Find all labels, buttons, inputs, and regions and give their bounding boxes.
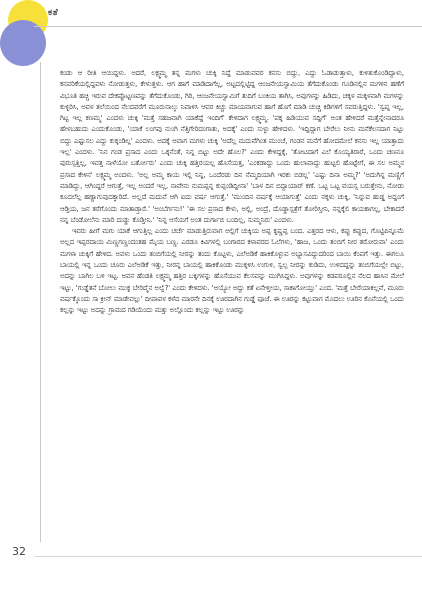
margin-rule (40, 62, 41, 542)
header-band (0, 0, 422, 26)
article-body (60, 68, 404, 534)
header-divider (34, 26, 422, 27)
body-paragraph: ಇವರು ಹೀಗೆ ಮಗು ಯಾಕೆ ಆಗುತ್ತಿಲ್ಲ ಎಂದು ಚರ್ಚೆ ಮಾಡುತ್ತಿರುವಾಗ ಅಲ್ಲಿಗೆ ಚುಕ್ಕಿಯ ಅಪ್ಪ ಕೃಷ್ಣಪ್ಪ ಬಂದ. ಎತ್ತರದ ಆಳು, ಕಪ್ಪು ಕಪ್ಪುದ, ಗೊಟ್ಟಿಪಿನ್ನೂಮೆ ಅಲ್ಲದ ಇಪ್ಪರದಾಯ ಮಿಣ್ಣಗಣ್ಣಂದಂತಹ ಮೈಯ ಬಣ್ಣ. ಎರಡೂ ಕಿವಿಗಳಲ್ಲಿ ಬಂಗಾರದ ಕಳಾವರದ ಓಲೆಗಳು, 'ಹಾಜ, ಒಂದು ತಂಬಿಗೆ ನೀರ ತರೋರುವಾ' ಎಂದು ಮಗಳಾ ಚುಕ್ಕಿಗೆ ಹೇಳಿದ. ಅವಳು ಒಂದು ತಂಬಿಗೆಯಲ್ಲಿ ನೀರನ್ನು ತಂದು ಕೊಟ್ಟಳು, ಎಲೆಅಡಿಕೆ ಹಾಕಿಕೊಳ್ಳುವ ಅಭ್ಯಾಸವಿದ್ದುದರಿಂದ ಬಾಯಿ ಕೆಂಪಗೆ ಇತ್ತು. ಈಗಲೂ ಬಾಯಲ್ಲಿ ಇನ್ನ ಒಂದು ಚೂರು ಎಲೆಅಡಿಕೆ ಇತ್ತು, ನೀರನ್ನ ಬಾಯಲ್ಲಿ ಹಾಕಿಕೊಂಡು ಮುಕ್ಕಳಿಸಿ ಉಗುಳಿ, ಸ್ವಲ್ಪ ನೀರನ್ನು ಕುಡಿದು, ಉಳಿದದ್ದನ್ನು ತಂಬಿಗೆಯಲ್ಲೇ ಬಿಟ್ಟು, ಅದನ್ನು ಬಾಗಿಲ ಬಳಿ ಇಟ್ಟ. ಅವನ ಹೆಂಡತಿ ಲಕ್ಷ್ಮಮ್ಮ ಹತ್ತಿರ ಬಕ್ಕಿಗಳನ್ನು ಹೊಸೆಯುವ ಕೆಲಸವನ್ನು ಮುಗಿಸಿದ್ದಳು. ಅವುಗಳನ್ನು ಕಡಪರೂಲ್ಲಿನ ನೆಲದ ಹಾಸಿನ ಮೇಲೆ ಇಟ್ಟು, 'ಗುಡ್ಡೆತನೆ ಬೋಲು ಮುಕ್ಳ ಬೇರಿದ್ಮೆನ ಅಲ್ವೆ?' ಎಂದು ಕೇಳಿದಳು. 'ಅಯ್ಯೋ ಅದ್ದು ಕತೆ ಏನೇಳ್ತೀಯ, ಸಾಕಾಗೋಯ್ತು' ಎಂದ. 'ಮತ್ತೆ ಬೇರೆಯಾಕಲ್ಲವೆ, ಮೂರು ವರ್ಷಕ್ಕೊಂದು ಸಾ ಕ್ರೀನ್ ಮಾಡೇವಲ್ಲು' ದೀಪಾವಳ ಕಳೆದ ಮಾರನೇ ದಿನಕ್ಕೆ ಊರದಾಗಿನ ಗುಡ್ಡೆ ಪೂಜೆ. ಈ ಊರನ್ನು ಕಟ್ಟುವಾಗ ಮೊದಲು ಊರಿನ ಕೊನೆಯಲ್ಲಿ ಒಂದು ಕಲ್ಲನ್ನು ಇಟ್ಟು ಅದನ್ನು ಗ್ರಾಮದ ಗಡಿಯೆಂದು ಮತ್ತು ಅಲ್ಲೊಂದು ಕಲ್ಲನ್ನು ಇಟ್ಟು ಊರನ್ನು (60, 227, 404, 315)
section-title: ಕತೆ (48, 8, 59, 18)
footer-divider (34, 556, 422, 557)
page-number: 32 (12, 545, 26, 558)
body-paragraph: ಕಂಡು ಆ ರೀತಿ ಆಯಿದ್ದಳು. ಅದರೆ, ಲಕ್ಷ್ಮಮ್ಮ ತನ್ನ ಮಗಳು ಚುಕ್ಕಿ ನಿದ್ದೆ ಮಾಡುವವರ ಕನಸು ಬಿದ್ದು, ಎದ್ದು ಓಡಾಡುತ್ತಾಳು, ಕುಳಿತುಕೊಂಡಿದ್ದಾಳು, ಕನವರಿಕೆಯಲ್ಲಿದ್ದವಳು ನೋಡುತ್ತಳು, ಕೇಳುತ್ತಳು. ಆಗ ಹಾಗೆ ಮಾಡಿದಾಗೆಲ್ಲ, ಅಟ್ಟದಲ್ಲಿಟ್ಟಿದ್ದ ಆಂಜನೇಯಸ್ವಾಮಿಯ ತೆಗೆದುಕೊಂಡು ಗೂಡಿನಲ್ಲಿನ ಮಗಳಿನ ಹಣೆಗೆ ವಿಭೂತಿ ಹಚ್ಚಿ ಇರುವ ದೇಕಪ್ಪೊಟ್ಟಣವನ್ನು ತೆಗೆದುಕೊಂಡು, ಗಿರಿ, ಆಂಜನೇಯಸ್ವಾಮಿಗೆ ತುದಿಗೆ ಬಂಕಿಯ ತಾಗಿಸಿ, ಅವುಗಳನ್ನು ಹಿಡಿದು, ಚಕ್ಕಳ ಮಕ್ಕಳವಾಗಿ ಮಗಳನ್ನು ಕುಳ್ಳಿರಿಸಿ, ಅವಳ ತಲೆಯಿಂದ ನೆಲದವರೆಗೆ ಮೂರುನಾಲ್ಕು ನಿವಾಳಿಸಿ ಆವರ ಕಿಚ್ಚು ಮಾಯವಾಗುವ ಹಾಗೆ ಹೊಗೆ ಮಾಡಿ ಚುಚ್ಚಿ ಕಿಡಿಗಳಿಗೆ ಸವರುತ್ತಿದ್ದಳು. 'ಸ್ವಪ್ನ ಇಲ್ಲ, ಗಿಟ್ಟ ಇಲ್ಲ ಕಣಮ್ಮ' ಎಂದಳು ಚುಕ್ಕಿ 'ಮತ್ತೆ ಸಹಜವಾಗಿ ಯಾಕೆದ್ದೆ ಇಂದಿಗೆ' ಕೇಳಿದಾಗ ಲಕ್ಷ್ಮಮ್ಮ. 'ಪಕ್ಕ ಹಿಡಿಯುವ ಸದ್ದಿಗೆ' ಅಂತ ಹೇಳಿದರೆ ಮತ್ತೆನ್ನೇನಾದರೂ ಹೇಳಬಹುದು ಎಂದುಕೊಂಡು, 'ಯಾಕೆ ಲಂಗವು ನುಂಗಿ ನೆತ್ತಿಗೇರಿದಂಗಾತು, ಅದಕ್ಕೆ' ಎಂದು ಸುಳ್ಳು ಹೇಳಿದಳು. 'ಇದ್ದಿದ್ದಾಗ ಬೇರೆಲು ನೀನು ಮನೆಕೆಲಸದಾಗ ನಿಟ್ಟು ಬಿದ್ದು ಎಷ್ಟುಸಲ ಎದ್ದು ಕುಕ್ಕಂಡಿಲ್ಲ' ಎಂದಳು. ಅದಕ್ಕೆ ಆವಾಗ ಮಗಳು ಚುಕ್ಕಿ 'ಅದೆಲ್ಲ ಮದುವೆಗಿಂತ ಮುಂಚೆ, ಗಂಡನ ಮನೆಗೆ ಹೋದಮೇಲೆ ಕನಸು ಇಲ್ಲ ಯಾತ್ತಾದು ಇಲ್ಲ' ಎಂದಳು. 'ನಿನ ಗಂಡ ಪ್ರಸಾದ ಎಂದು ಒಕ್ಕನೆಂತೆ, ನಿನ್ನ ಬಿಟ್ಟು ಅದೇ ಹೊಲ?' ಎಂದು ಕೇಳಿದ್ದಕ್ಕೆ, 'ತೋಟದಾಗೆ ಎಲೆ ಕೊಯ್ಯತಿರಾರೆ, ಒಂದು ಚಣನೂ ಪುರುಸ್ಸತ್ತಿಲ್ಲ, ಇವತ್ತ ನಾಳೆಯೋ ಬರ್ತೋರು' ಎಂದು ಚುಕ್ಕಿ ಹತ್ತಿರಯಲ್ಲ ಹೊಸೆಯತ್ತ, 'ಎಂಕಡಾದ್ದು ಒಂದು ಹುಲಾವಾದ್ದು ಹುಟ್ಟಲಿ ಹೊಟ್ಟೇಗೆ, ಈ ಸಲ ಅಮ್ಮನ ಪ್ರಸಾದ ಕೇಳಿನ' ಲಕ್ಷ್ಮಮ್ಮ ಅಂದಳು. 'ಅಲ್ಲ ಅಮ್ಮ ಕಾಯ ಇಲ್ಲಿ ನಿನ್ನ, ಒಂದೆರಡು ದಿನ ನೆಮ್ಮದಿಯಾಗಿ ಇರಕು ಬಿಡಲ್ಲ' 'ಎಷ್ಟು ದಿನಾ ಅಮ್ಮ?' 'ಅದುಗಿನ್ನ ಮಣ್ಣಿಗೆ ಮಾಡಿದ್ದು, ಆಗಿಂದ್ದರೆ ಆಗುತ್ತೆ, ಇಲ್ಲ ಅಂದರೆ ಇಲ್ಲ, ನಾವೇನು ನುಮಪ್ಪನ್ನ ಕುಪ್ಪಂಡಿದ್ದೀನಾ' 'ಬಾಳ ದಿನ ಬಿದ್ದಾಯಾರ್ ಕಣೆ. ಒಟ್ಟ ಒಟ್ಟ ವಯಸ್ಸ ಬರುತ್ತೇನು, ನೋಡು ಕೂದಲೆಲ್ಲ ಹಣ್ಣಾಗುವುದಕ್ಕಾರಿದೆ. ಅಲ್ಲದೆ ಮದುವೆ ಆಗಿ ಐದು ವರ್ಷ ಆಗುತ್ತೆ.' 'ಮುಂದಿನ ವರ್ಷಕ್ಕೆ ಆಯಾಗುತ್ತೆ' ಎಂದು ನಕ್ಕಳು ಚುಕ್ಕಿ, 'ನಿನ್ನುವ ಹುಡ್ಡ ಅದ್ದಂಗೆ ಆಡ್ತಿಯ, ಜನ ತರೆಗೊಂದು ಮಾತಾಡ್ತಾರೆ.' 'ಅಂಬೆರ್ಗನು!' 'ಈ ಸಲ ಪ್ರಸಾದ ಕೇಳು, ಅಲ್ಲಿ, ಅಂದ್ರೆ, ದೊಡ್ಡಾಸ್ಪತ್ರೆಗೆ ತೋರಿಸ್ತೀನಿ, ನನ್ನಕ್ಕೆಲಿ ಕಾಯಕಾಗಲ್ಲ, ಬೇಕಾದರೆ ನನ್ನ ಬೆಂಡೋಲೆನು ಮಾರಿ ದುಡ್ಡು ಕೊಡ್ತೀನಿ.' 'ನಿನ್ನ ಆಸೆಯಗೆ ಅಂತ ದುರ್ಗಾಬಿ ಬಂದಿಲ್ಲ, ಸುಮ್ಮನಿರು' ಎಂದಳು. (60, 69, 404, 224)
